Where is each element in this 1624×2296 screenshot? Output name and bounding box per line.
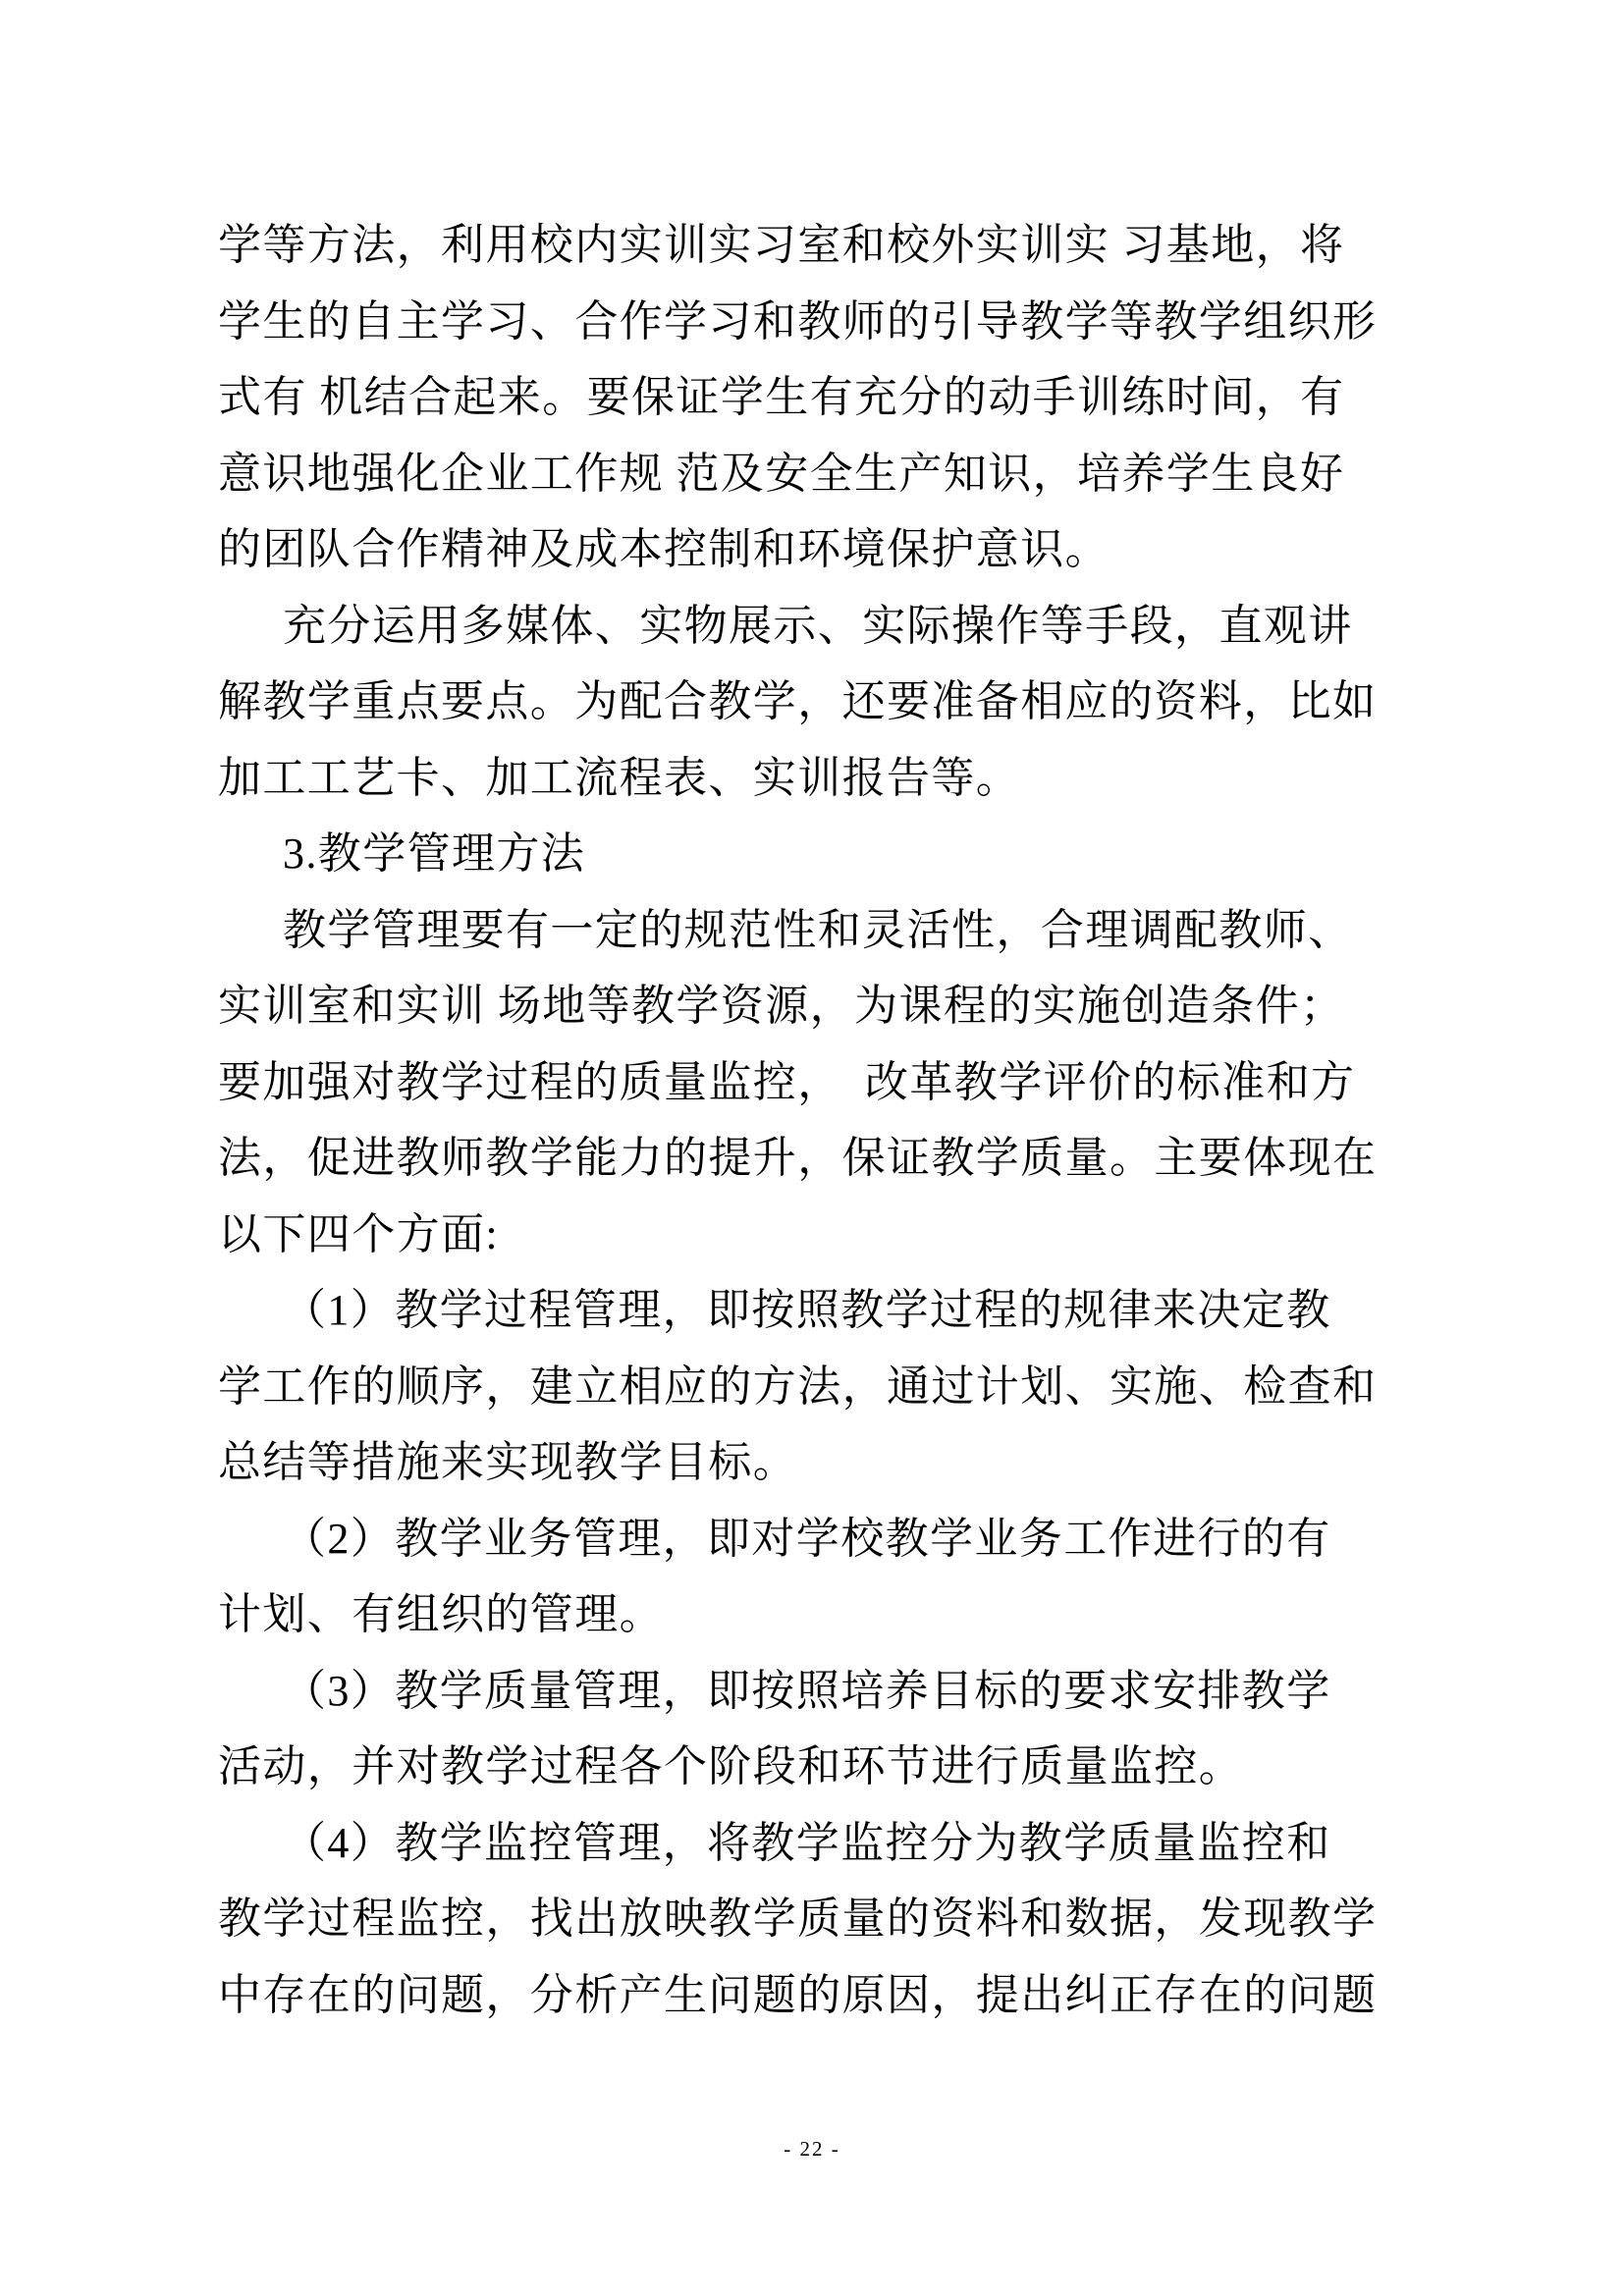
- text-line: 教学过程监控，找出放映教学质量的资料和数据，发现教学: [218, 1895, 1378, 1943]
- text-line: 总结等措施来实现教学目标。: [218, 1438, 798, 1486]
- text-line: 实训室和实训 场地等教学资源，为课程的实施创造条件；: [218, 982, 1345, 1030]
- text-line: （4）教学监控管理，将教学监控分为教学质量监控和: [283, 1818, 1331, 1867]
- text-line: 式有 机结合起来。要保证学生有充分的动手训练时间，有: [218, 373, 1345, 421]
- text-line: 解教学重点要点。为配合教学，还要准备相应的资料，比如: [218, 677, 1378, 725]
- text-line: 中存在的问题，分析产生问题的原因，提出纠正存在的问题: [218, 1970, 1378, 2019]
- page-body-text: [218, 207, 1384, 2033]
- text-line: 3.教学管理方法: [283, 829, 586, 878]
- text-line: 学工作的顺序，建立相应的方法，通过计划、实施、检查和: [218, 1362, 1378, 1411]
- page-number: - 22 -: [784, 2137, 840, 2161]
- text-line: 计划、有组织的管理。: [218, 1590, 664, 1638]
- text-line: 学生的自主学习、合作学习和教师的引导教学等教学组织形: [218, 296, 1378, 346]
- text-line: 教学管理要有一定的规范性和灵活性，合理调配教师、: [283, 905, 1353, 954]
- text-line: 活动，并对教学过程各个阶段和环节进行质量监控。: [218, 1742, 1244, 1790]
- text-line: 学等方法，利用校内实训实习室和校外实训实 习基地，将: [218, 221, 1345, 269]
- text-line: （3）教学质量管理，即按照培养目标的要求安排教学: [283, 1666, 1331, 1715]
- text-line: 要加强对教学过程的质量监控， 改革教学评价的标准和方: [218, 1057, 1356, 1106]
- text-line: 充分运用多媒体、实物展示、实际操作等手段，直观讲: [283, 601, 1353, 650]
- text-line: 以下四个方面:: [218, 1209, 500, 1258]
- text-line: 加工工艺卡、加工流程表、实训报告等。: [218, 753, 1021, 802]
- text-line: 的团队合作精神及成本控制和环境保护意识。: [218, 525, 1110, 573]
- text-line: （1）教学过程管理，即按照教学过程的规律来决定教: [283, 1286, 1331, 1334]
- text-line: （2）教学业务管理，即对学校教学业务工作进行的有: [283, 1514, 1331, 1563]
- text-line: 意识地强化企业工作规 范及安全生产知识，培养学生良好: [218, 449, 1345, 498]
- text-line: 法，促进教师教学能力的提升，保证教学质量。主要体现在: [218, 1134, 1378, 1182]
